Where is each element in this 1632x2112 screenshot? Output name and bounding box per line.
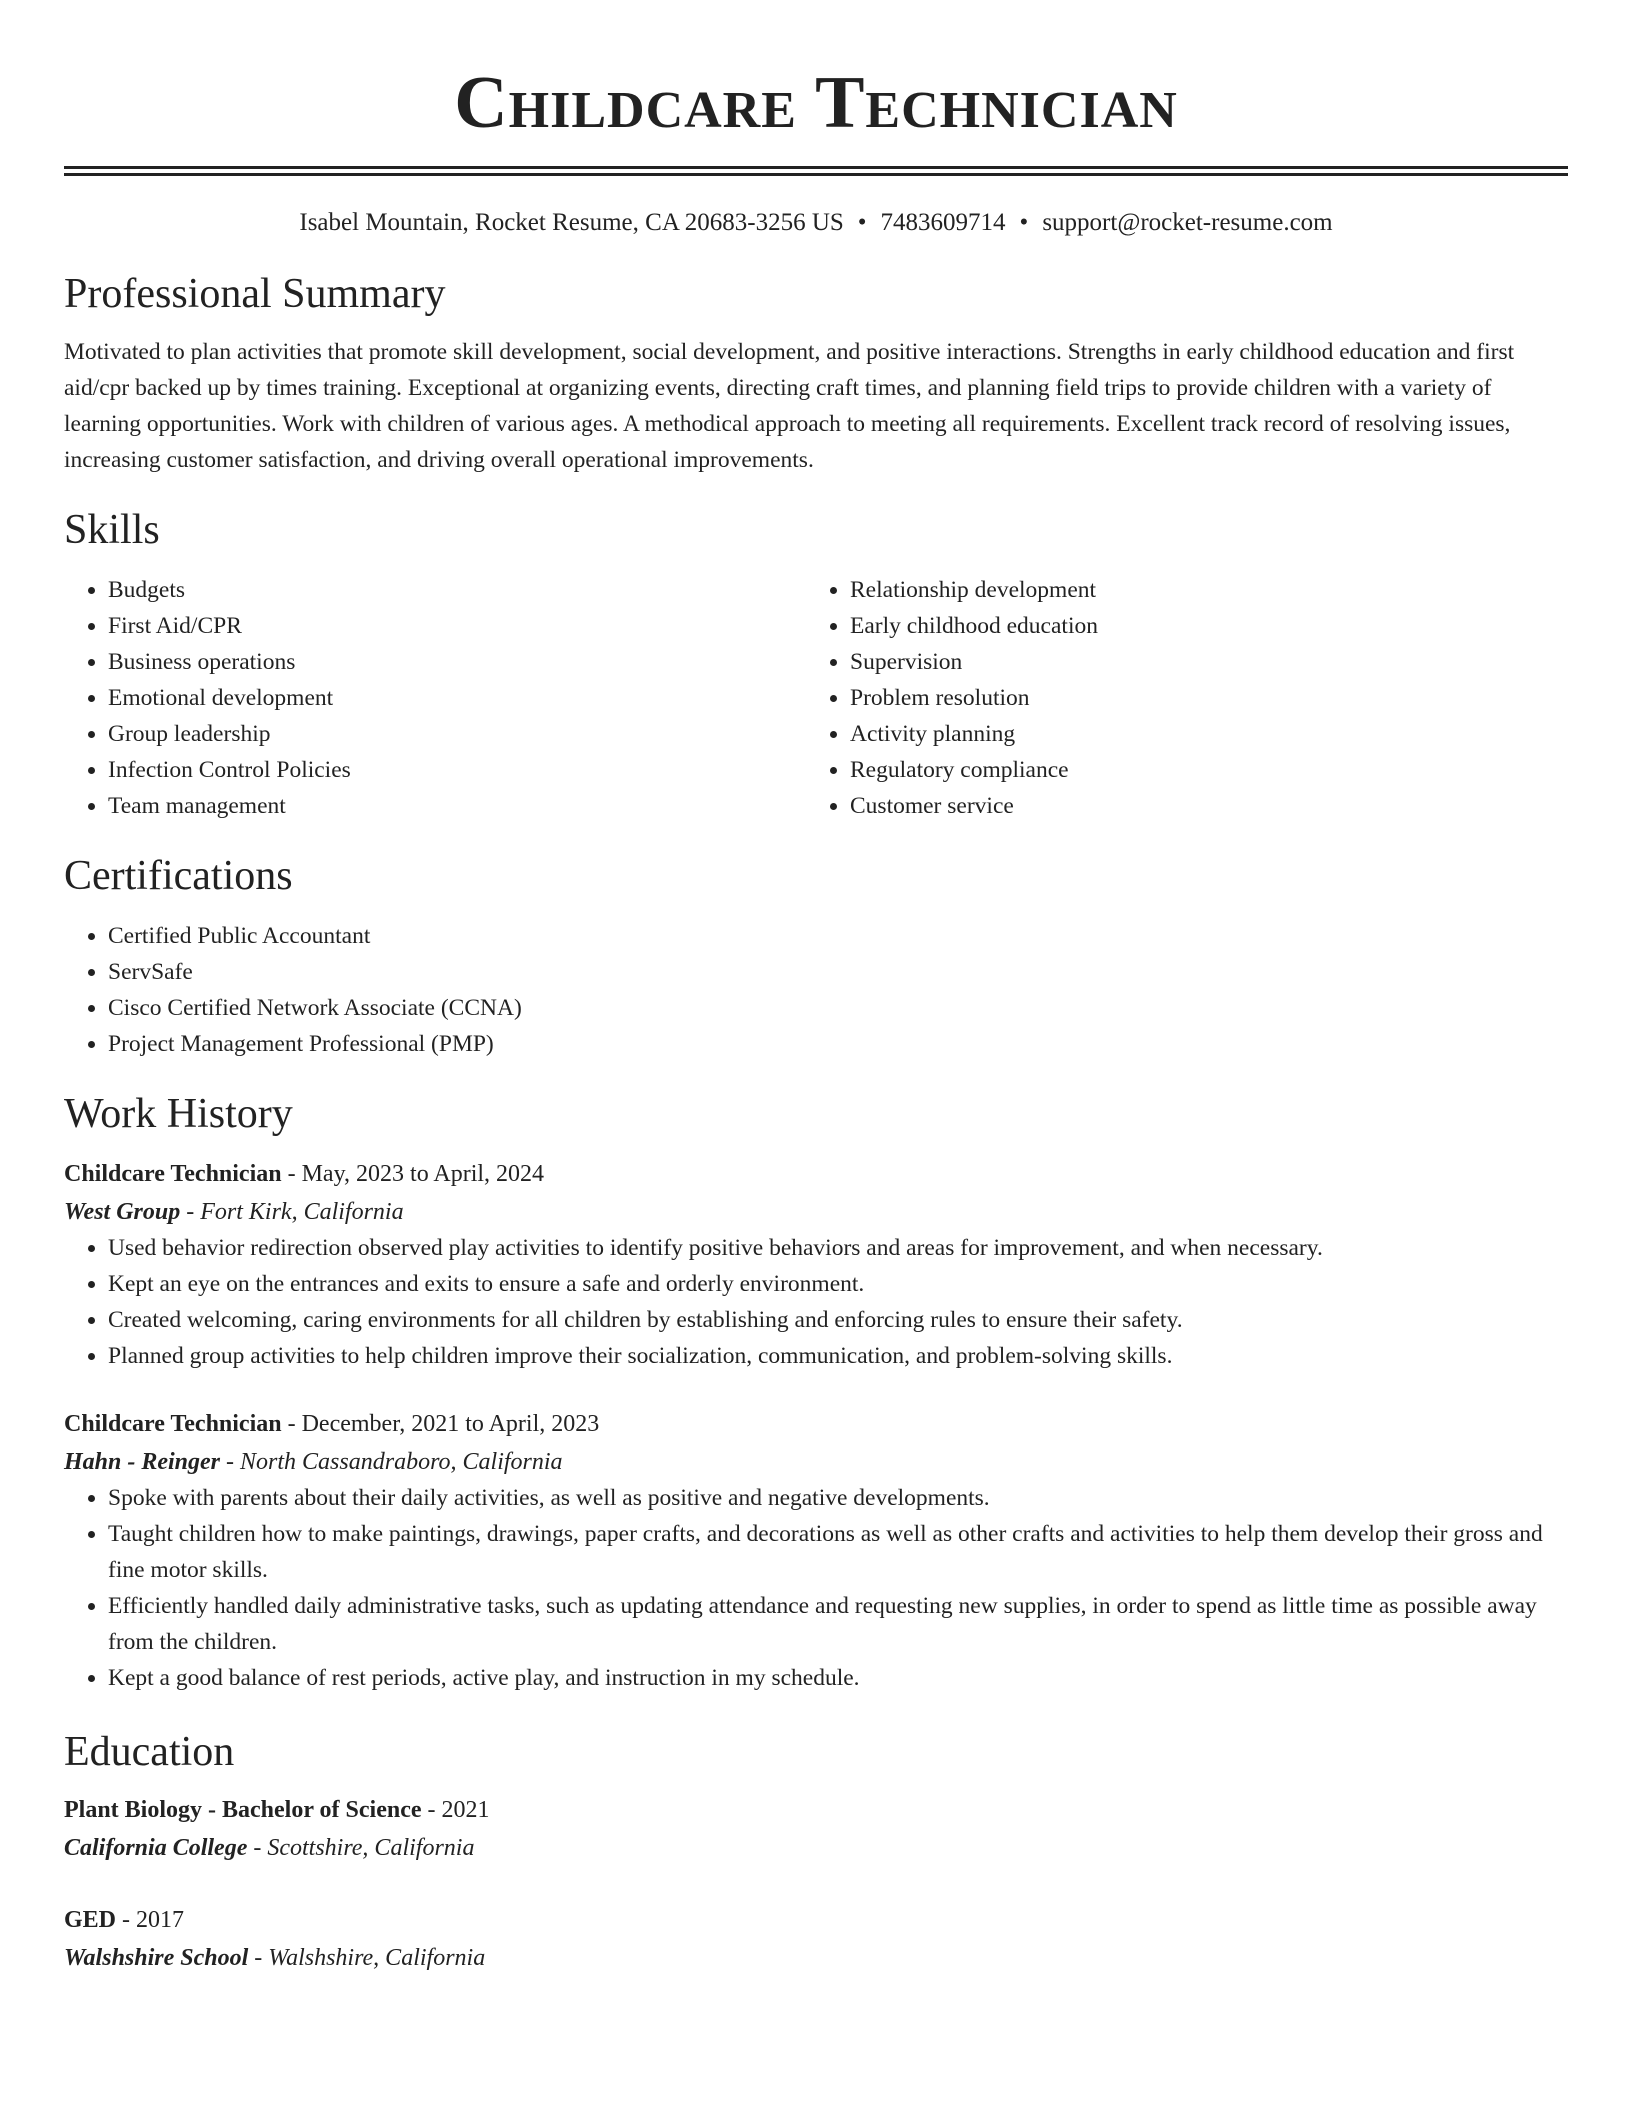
job-title: Childcare Technician — [64, 1411, 282, 1437]
education-school-line — [64, 1830, 1568, 1866]
certifications-heading: Certifications — [64, 853, 293, 899]
job-bullet: • Planned group activities to help children improve their socialization, communication, and problem-solving skills. — [108, 1338, 1568, 1374]
job-company: Hahn - Reinger — [64, 1449, 221, 1475]
skills-grid — [64, 572, 1568, 824]
contact-line — [64, 206, 1568, 240]
education-entry — [64, 1792, 1568, 1866]
education-degree-line — [64, 1792, 1568, 1828]
skills-list-left — [64, 572, 806, 824]
job-bullet: • Created welcoming, caring environments for all children by establishing and enforcing rules to ensure their safety. — [108, 1302, 1568, 1338]
certifications-list — [64, 918, 1568, 1062]
job-title-line — [64, 1156, 1568, 1192]
skill-item: • Regulatory compliance — [850, 752, 1568, 788]
skill-item: • Customer service — [850, 788, 1568, 824]
education-year: - 2021 — [421, 1797, 490, 1823]
skills-list-right — [806, 572, 1568, 824]
job-entry — [64, 1156, 1568, 1374]
work-section — [64, 1086, 1568, 1696]
contact-address: Isabel Mountain, Rocket Resume, CA 20683-3256 US — [299, 209, 844, 236]
job-dates: - December, 2021 to April, 2023 — [281, 1411, 600, 1437]
skill-item: • Relationship development — [850, 572, 1568, 608]
job-location: - North Cassandraboro, California — [220, 1449, 563, 1475]
certification-item: • Project Management Professional (PMP) — [108, 1026, 1568, 1062]
skill-item: • Supervision — [850, 644, 1568, 680]
education-degree-line — [64, 1902, 1568, 1938]
education-location: - Walshshire, California — [248, 1945, 486, 1971]
skill-item: • Emotional development — [108, 680, 806, 716]
skill-item: • Business operations — [108, 644, 806, 680]
summary-section — [64, 266, 1568, 478]
job-dates: - May, 2023 to April, 2024 — [281, 1161, 545, 1187]
skill-item: • Team management — [108, 788, 806, 824]
skill-item: • Infection Control Policies — [108, 752, 806, 788]
job-location: - Fort Kirk, California — [180, 1199, 404, 1225]
job-title-line — [64, 1406, 1568, 1442]
education-degree: Plant Biology - Bachelor of Science — [64, 1797, 422, 1823]
summary-heading: Professional Summary — [64, 271, 446, 317]
education-school: Walshshire School — [64, 1945, 249, 1971]
certifications-section — [64, 848, 1568, 1062]
job-bullets — [64, 1480, 1568, 1696]
education-year: - 2017 — [116, 1907, 185, 1933]
summary-text: Motivated to plan activities that promote skill development, social development, and positive interactions. Strengths in early childhood education and first aid/cpr backed up by times training. Exceptional at organizing events, directing craft times, and planning field trips to provide children with a variety of learning opportunities. Work with children of various ages. A methodical approach to meeting all requirements. Excellent track record of resolving issues, increasing customer satisfaction, and driving overall operational improvements. — [64, 339, 1515, 473]
education-school: California College — [64, 1835, 248, 1861]
job-bullet: • Efficiently handled daily administrative tasks, such as updating attendance and requesting new supplies, in order to spend as little time as possible away from the children. — [108, 1588, 1568, 1660]
certification-item: • Cisco Certified Network Associate (CCNA) — [108, 990, 1568, 1026]
title-divider — [64, 166, 1568, 176]
contact-phone: 7483609714 — [880, 209, 1006, 236]
skill-item: • Activity planning — [850, 716, 1568, 752]
job-company-line — [64, 1194, 1568, 1230]
job-company-line — [64, 1444, 1568, 1480]
certification-item: • Certified Public Accountant — [108, 918, 1568, 954]
skills-heading: Skills — [64, 507, 160, 553]
skill-item: • Group leadership — [108, 716, 806, 752]
job-entry — [64, 1406, 1568, 1696]
education-location: - Scottshire, California — [247, 1835, 475, 1861]
skill-item: • Early childhood education — [850, 608, 1568, 644]
education-heading: Education — [64, 1729, 235, 1775]
education-degree: GED — [64, 1907, 117, 1933]
job-title: Childcare Technician — [64, 1161, 282, 1187]
resume-title: Childcare Technician — [454, 62, 1178, 144]
skill-item: • Budgets — [108, 572, 806, 608]
skill-item: • Problem resolution — [850, 680, 1568, 716]
job-bullet: • Kept an eye on the entrances and exits to ensure a safe and orderly environment. — [108, 1266, 1568, 1302]
contact-email: support@rocket-resume.com — [1042, 209, 1333, 236]
education-entry — [64, 1902, 1568, 1976]
job-bullet: • Used behavior redirection observed play activities to identify positive behaviors and areas for improvement, and when necessary. — [108, 1230, 1568, 1266]
job-bullet: • Kept a good balance of rest periods, active play, and instruction in my schedule. — [108, 1660, 1568, 1696]
job-bullet: • Spoke with parents about their daily activities, as well as positive and negative developments. — [108, 1480, 1568, 1516]
job-company: West Group — [64, 1199, 181, 1225]
skills-section — [64, 502, 1568, 824]
job-bullets — [64, 1230, 1568, 1374]
contact-separator: • — [1019, 209, 1029, 236]
work-heading: Work History — [64, 1091, 293, 1137]
education-section — [64, 1724, 1568, 1976]
job-bullet: • Taught children how to make paintings, drawings, paper crafts, and decorations as well as other crafts and activities to help them develop their gross and fine motor skills. — [108, 1516, 1568, 1588]
education-school-line — [64, 1940, 1568, 1976]
certification-item: • ServSafe — [108, 954, 1568, 990]
contact-separator: • — [857, 209, 867, 236]
skill-item: • First Aid/CPR — [108, 608, 806, 644]
